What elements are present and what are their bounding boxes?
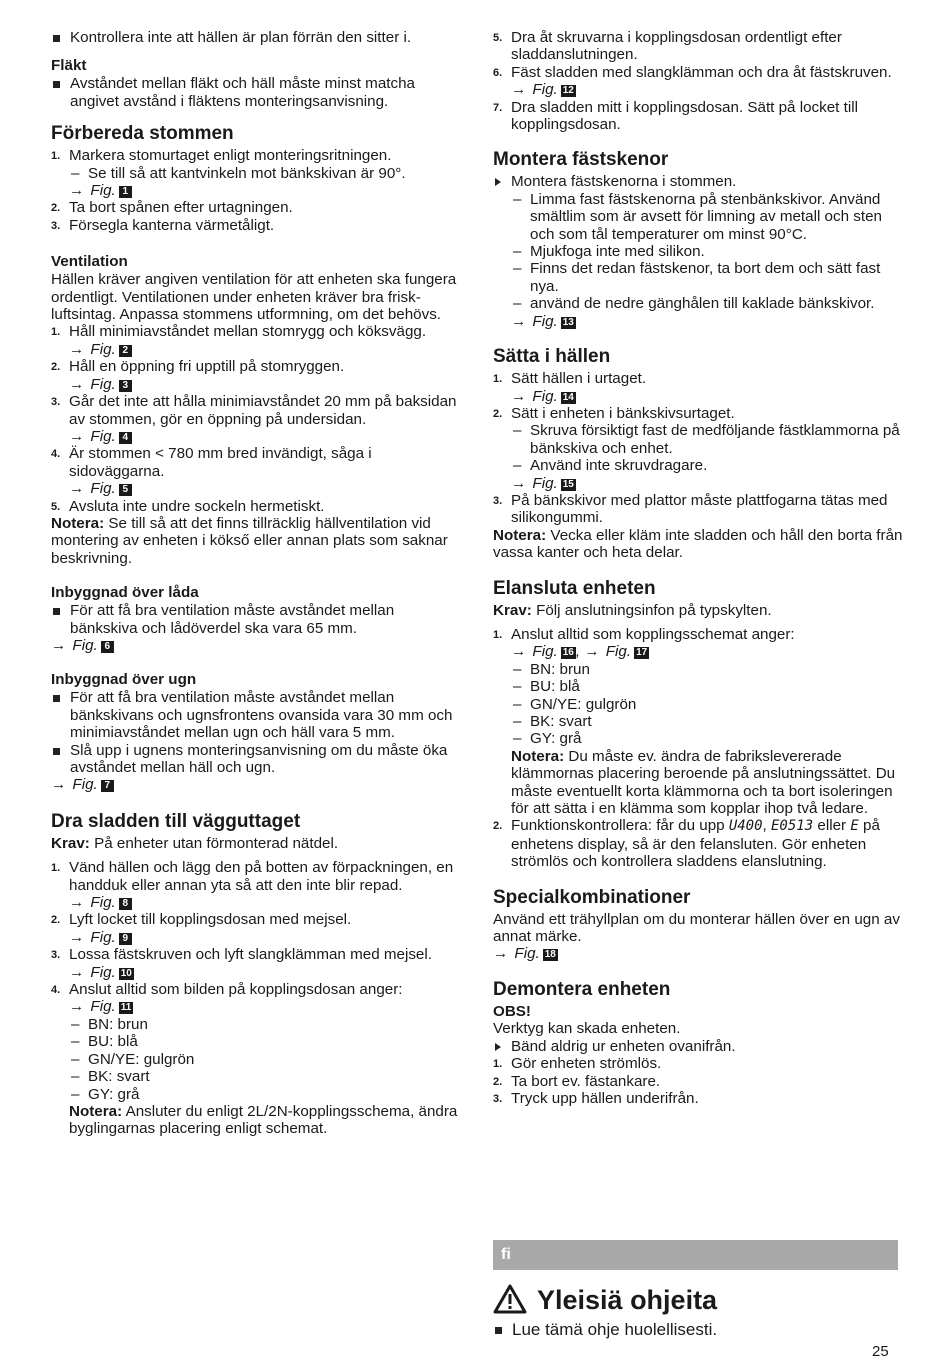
arrow-right-icon: → xyxy=(493,945,509,963)
fig-label: Fig. xyxy=(72,636,98,654)
list-number: 4. xyxy=(51,448,61,461)
requirement-text: Följ anslutningsinfon på typskylten. xyxy=(536,601,772,619)
requirement-paragraph xyxy=(493,602,903,619)
numbered-item xyxy=(493,370,903,387)
arrow-right-icon: → xyxy=(69,928,85,946)
step-text: Markera stomurtaget enligt monteringsritningen. xyxy=(69,147,392,165)
fig-number: 5 xyxy=(119,484,132,496)
note-paragraph xyxy=(493,527,903,562)
action-text: Montera fästskenorna i stommen. xyxy=(511,173,737,191)
bullet-item xyxy=(51,75,463,110)
dash-item: – Använd inte skruvdragare. xyxy=(493,457,903,474)
arrow-right-icon: → xyxy=(69,375,85,393)
bullet-text: Avståndet mellan fläkt och häll måste minst matcha angivet avstånd i fläktens monteringsanvisning. xyxy=(70,75,415,110)
section-title-elansluta: Elansluta enheten xyxy=(493,577,656,599)
step-text: Är stommen < 780 mm bred invändigt, såga i sidoväggarna. xyxy=(69,445,372,480)
list-number: 6. xyxy=(493,66,503,79)
fig-number: 13 xyxy=(562,316,574,328)
wire-item: – BU: blå xyxy=(493,678,903,695)
fig-reference xyxy=(51,182,463,199)
list-number: 7. xyxy=(493,101,503,114)
fig-number: 18 xyxy=(544,949,556,961)
bullet-text: För att få bra ventilation måste avståndet mellan bänkskivans och ugnsfrontens ovansida vara 30 mm och minimiavståndet mellan ugn och häll vara 5 mm. xyxy=(70,689,453,742)
section-title-ventilation: Ventilation xyxy=(51,253,128,271)
fig-reference xyxy=(51,929,463,946)
section-title-ugn: Inbyggnad över ugn xyxy=(51,671,197,689)
fig-label: Fig. xyxy=(72,776,98,794)
fig-label: Fig. xyxy=(532,643,558,661)
caution-label: OBS! xyxy=(493,1002,531,1020)
numbered-item xyxy=(51,859,463,894)
arrow-right-icon: → xyxy=(511,387,527,405)
numbered-item xyxy=(493,492,903,527)
bullet-text: För att få bra ventilation måste avståndet mellan bänkskiva och lådöverdel ska vara 65 mm. xyxy=(70,602,395,637)
arrow-right-icon: → xyxy=(69,340,85,358)
step-text: På bänkskivor med plattor måste plattfogarna tätas med silikongummi. xyxy=(511,491,888,527)
wire-item: – BU: blå xyxy=(51,1033,463,1050)
list-number: 1. xyxy=(493,373,503,386)
list-number: 1. xyxy=(51,150,61,163)
step-text: Ta bort ev. fästankare. xyxy=(511,1072,661,1090)
step-text: på enhetens display, så är den felansluten. Gör enheten strömlös och kontrollera sladdens elanslutning. xyxy=(511,817,880,871)
step-text: Gör enheten strömlös. xyxy=(511,1055,662,1073)
bullet-text: Slå upp i ugnens monteringsanvisning om du måste öka avståndet mellan häll och ugn. xyxy=(70,741,448,776)
list-number: 5. xyxy=(493,32,503,44)
list-number: 2. xyxy=(51,202,61,215)
numbered-item xyxy=(493,99,903,134)
fig-label: Fig. xyxy=(90,375,116,393)
note-text: Ansluter du enligt 2L/2N-kopplingsschema, ändra byglingarnas placering enligt schemat. xyxy=(69,1102,458,1138)
list-number: 3. xyxy=(493,494,503,507)
section-title-demontera: Demontera enheten xyxy=(493,978,671,1000)
fig-label: Fig. xyxy=(90,928,116,946)
numbered-item xyxy=(51,498,463,515)
list-number: 1. xyxy=(493,1058,503,1071)
fig-label: Fig. xyxy=(90,427,116,445)
numbered-item xyxy=(51,147,463,164)
right-column xyxy=(493,29,903,1107)
wire-item: – GY: grå xyxy=(51,1086,463,1103)
note-paragraph xyxy=(493,748,903,818)
fig-reference xyxy=(493,313,903,330)
section-title-montera: Montera fästskenor xyxy=(493,149,669,171)
note-label: Notera: xyxy=(51,514,105,532)
section-title-special: Specialkombinationer xyxy=(493,886,691,908)
arrow-right-icon: → xyxy=(69,182,85,200)
arrow-right-icon: → xyxy=(69,894,85,912)
fig-number: 7 xyxy=(101,780,114,792)
list-number: 4. xyxy=(51,984,61,997)
list-number: 1. xyxy=(51,862,61,875)
arrow-right-icon: → xyxy=(69,427,85,445)
fig-label: Fig. xyxy=(605,643,632,661)
arrow-right-icon: → xyxy=(69,998,85,1016)
fig-label: Fig. xyxy=(90,182,116,200)
action-item xyxy=(493,173,903,190)
wire-item: – BK: svart xyxy=(493,713,903,730)
note-text: Se till så att det finns tillräcklig hällventilation vid montering av enheten i kökső eller annan plats som saknar beskrivning. xyxy=(51,514,448,567)
section-title-flakt: Fläkt xyxy=(51,57,87,75)
fig-reference xyxy=(51,776,463,793)
fig-reference xyxy=(51,894,463,911)
list-number: 2. xyxy=(51,361,61,374)
display-code: U400 xyxy=(728,818,763,835)
list-number: 5. xyxy=(51,500,61,513)
section-title-satta: Sätta i hällen xyxy=(493,346,611,368)
fig-reference: → Fig. 16 , → Fig. 17 xyxy=(511,643,648,661)
numbered-item xyxy=(493,405,903,422)
wire-item: – BK: svart xyxy=(51,1068,463,1085)
step-text: Dra sladden mitt i kopplingsdosan. Sätt på locket till kopplingsdosan. xyxy=(511,98,858,134)
note-label: Notera: xyxy=(493,526,547,544)
numbered-item xyxy=(51,217,463,234)
dash-text: Se till så att kantvinkeln mot bänkskivan är 90°. xyxy=(88,164,406,182)
dash-item xyxy=(51,165,463,182)
step-text: Sätt hällen i urtaget. xyxy=(511,370,647,388)
dash-item: – använd de nedre gänghålen till kaklade bänkskivor. xyxy=(493,295,903,312)
action-item xyxy=(493,1038,903,1055)
dash-item: – Limma fast fästskenorna på stenbänkskivor. Använd smältlim som är avsett för limning av metall och sten och som tål temperaturer om minst 90°C. xyxy=(493,191,903,243)
step-text: Lyft locket till kopplingsdosan med mejsel. xyxy=(69,911,352,929)
caution-text: Verktyg kan skada enheten. xyxy=(493,1020,681,1038)
fig-label: Fig. xyxy=(90,340,116,358)
fig-number: 9 xyxy=(119,933,132,945)
fig-reference xyxy=(493,81,903,98)
numbered-item xyxy=(493,626,903,643)
list-number: 1. xyxy=(51,326,61,339)
fig-label: Fig. xyxy=(90,998,116,1016)
numbered-item xyxy=(493,1090,903,1107)
dash-item: – Finns det redan fästskenor, ta bort dem och sätt fast nya. xyxy=(493,260,903,295)
arrow-right-icon: → xyxy=(69,480,85,498)
fig-label: Fig. xyxy=(532,474,558,492)
step-text: Försegla kanterna värmetåligt. xyxy=(69,216,275,234)
numbered-item xyxy=(493,1055,903,1072)
arrow-right-icon: → xyxy=(69,963,85,981)
requirement-label: Krav: xyxy=(51,834,90,852)
display-code: E0513 xyxy=(771,818,814,835)
list-number: 2. xyxy=(493,407,503,420)
fig-number: 12 xyxy=(562,85,574,97)
warning-triangle-icon xyxy=(493,1284,527,1314)
fig-reference xyxy=(51,964,463,981)
arrow-right-icon: → xyxy=(511,81,527,99)
requirement-label: Krav: xyxy=(493,601,532,619)
action-text: Bänd aldrig ur enheten ovanifrån. xyxy=(511,1037,736,1055)
numbered-item xyxy=(51,358,463,375)
bullet-item xyxy=(51,602,463,637)
fig-reference xyxy=(51,376,463,393)
paragraph: Använd ett trähyllplan om du monterar hällen över en ugn av annat märke. xyxy=(493,910,900,946)
section-title-lada: Inbyggnad över låda xyxy=(51,584,199,602)
wire-item: – BN: brun xyxy=(51,1016,463,1033)
arrow-right-icon: → xyxy=(51,776,67,794)
fig-number: 16 xyxy=(562,647,574,659)
numbered-item xyxy=(51,323,463,340)
step-text: Tryck upp hällen underifrån. xyxy=(511,1089,699,1107)
fig-label: Fig. xyxy=(90,480,116,498)
wire-item: – GN/YE: gulgrön xyxy=(493,696,903,713)
fig-label: Fig. xyxy=(532,312,558,330)
step-text: Avsluta inte undre sockeln hermetiskt. xyxy=(69,497,325,515)
fig-number: 3 xyxy=(119,380,132,392)
step-text: Dra åt skruvarna i kopplingsdosan ordentligt efter sladdanslutningen. xyxy=(511,29,842,64)
numbered-item xyxy=(51,946,463,963)
arrow-right-icon: → xyxy=(51,636,67,654)
page-number: 25 xyxy=(872,1343,889,1360)
fig-number: 11 xyxy=(120,1002,132,1014)
numbered-item xyxy=(51,911,463,928)
fig-label: Fig. xyxy=(532,387,558,405)
bullet-text: Lue tämä ohje huolellisesti. xyxy=(512,1320,718,1339)
fig-reference xyxy=(493,475,903,492)
wire-item: – GN/YE: gulgrön xyxy=(51,1051,463,1068)
note-label: Notera: xyxy=(511,747,565,765)
list-number: 3. xyxy=(51,396,61,409)
fig-reference xyxy=(51,428,463,445)
section-title-dra: Dra sladden till vägguttaget xyxy=(51,810,301,832)
list-number: 3. xyxy=(493,1092,503,1105)
note-label: Notera: xyxy=(69,1102,123,1120)
numbered-item: 2. Funktionskontrollera: får du upp U400, E0513 eller E på enhetens display, så är den felansluten. Gör enheten strömlös och kontrollera sladdens elanslutning. xyxy=(493,817,880,871)
fig-number: 1 xyxy=(119,186,132,198)
numbered-item xyxy=(493,29,903,64)
section-title-forbereda: Förbereda stommen xyxy=(51,123,234,145)
numbered-item xyxy=(493,1073,903,1090)
arrow-right-icon: → xyxy=(511,312,527,330)
requirement-text: På enheter utan förmonterad nätdel. xyxy=(94,834,339,852)
fig-number: 8 xyxy=(119,898,132,910)
fig-number: 15 xyxy=(562,478,574,490)
list-number: 1. xyxy=(493,628,503,641)
fig-label: Fig. xyxy=(90,894,116,912)
numbered-item xyxy=(493,64,903,81)
display-code: E xyxy=(850,818,859,835)
fig-number: 10 xyxy=(120,967,132,979)
numbered-item xyxy=(51,393,463,428)
fig-reference xyxy=(51,998,463,1015)
step-text: Sätt i enheten i bänkskivsurtaget. xyxy=(511,404,735,422)
note-paragraph xyxy=(51,515,463,567)
dash-item: – Mjukfoga inte med silikon. xyxy=(493,243,903,260)
step-text: Anslut alltid som kopplingsschemat anger: xyxy=(511,625,795,643)
step-text: Ta bort spånen efter urtagningen. xyxy=(69,199,293,217)
fig-number: 6 xyxy=(101,641,114,653)
step-text: Går det inte att hålla minimiavståndet 20 mm på baksidan av stommen, gör en öppning på undersidan. xyxy=(69,393,457,428)
numbered-item xyxy=(51,199,463,216)
note-text: Du måste ev. ändra de fabrikslevererade klämmornas placering beroende på anslutningssättet. Du måste eventuellt korta klämmorna och ta bort isoleringen för att sätta i en klämma som kopplar ihop två ledare. xyxy=(511,747,896,818)
fig-number: 14 xyxy=(562,391,574,403)
fig-reference xyxy=(51,341,463,358)
step-text: Håll minimiavståndet mellan stomrygg och köksvägg. xyxy=(69,323,427,341)
list-number: 2. xyxy=(493,1075,503,1088)
arrow-right-icon: → xyxy=(511,643,527,661)
numbered-item xyxy=(51,981,463,998)
list-number: 2. xyxy=(51,914,61,927)
requirement-paragraph xyxy=(51,835,463,852)
list-number: 3. xyxy=(51,219,61,232)
bullet-text: Kontrollera inte att hällen är plan förrän den sitter i. xyxy=(70,29,412,46)
fig-reference xyxy=(493,945,903,962)
bullet-item xyxy=(493,1320,893,1340)
fi-section-title: Yleisiä ohjeita xyxy=(537,1285,718,1315)
language-band xyxy=(493,1240,898,1270)
numbered-item xyxy=(51,445,463,480)
fig-reference xyxy=(493,388,903,405)
fig-reference xyxy=(51,637,463,654)
fig-number: 4 xyxy=(119,432,132,444)
paragraph: Hällen kräver angiven ventilation för att enheten ska fungera ordentligt. Ventilationen under enheten kräver bra friskluftsintag. Anpassa stommens utformning, om det behövs. xyxy=(51,271,457,324)
fig-number: 2 xyxy=(119,345,132,357)
fig-label: Fig. xyxy=(90,963,116,981)
step-text: Fäst sladden med slangklämman och dra åt fästskruven. xyxy=(511,63,892,81)
fig-label: Fig. xyxy=(514,945,540,963)
list-number: 3. xyxy=(51,949,61,962)
dash-item: – Skruva försiktigt fast de medföljande fästklammorna på bänkskiva och enhet. xyxy=(493,422,903,457)
step-text: eller xyxy=(817,817,847,835)
arrow-right-icon: → xyxy=(584,643,600,661)
bullet-item xyxy=(51,742,463,777)
arrow-right-icon: → xyxy=(511,474,527,492)
left-column xyxy=(51,29,463,1138)
language-tag: fi xyxy=(501,1246,511,1263)
fig-reference xyxy=(51,480,463,497)
step-text: Lossa fästskruven och lyft slangklämman med mejsel. xyxy=(69,946,432,964)
step-text: Vänd hällen och lägg den på botten av förpackningen, en handduk eller annan yta så att den inte blir repad. xyxy=(69,859,454,894)
step-text: Håll en öppning fri upptill på stomryggen. xyxy=(69,358,345,376)
step-text: Funktionskontrollera: får du upp xyxy=(511,817,725,835)
wire-item: – BN: brun xyxy=(493,661,903,678)
list-number: 2. xyxy=(493,820,503,833)
fig-label: Fig. xyxy=(532,81,558,99)
note-paragraph xyxy=(51,1103,463,1138)
note-text: Vecka eller kläm inte sladden och håll den borta från vassa kanter och heta delar. xyxy=(493,526,903,562)
fig-number: 17 xyxy=(636,647,648,659)
step-text: Anslut alltid som bilden på kopplingsdosan anger: xyxy=(69,981,403,999)
wire-item: – GY: grå xyxy=(493,730,903,747)
bullet-item xyxy=(51,689,463,741)
bullet-item xyxy=(51,29,463,46)
